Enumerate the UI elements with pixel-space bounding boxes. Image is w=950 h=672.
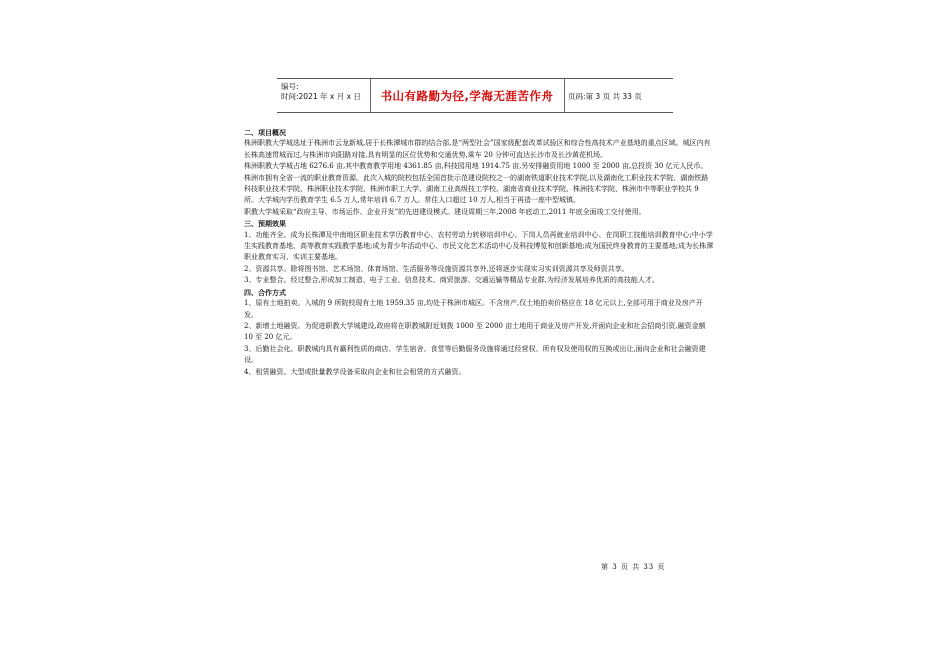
paragraph: 1、功能齐全。成为长株潭及中南地区职业技术学历教育中心、农村劳动力转移培训中心、下岗人员再就业培训中心、在岗职工技能培训教育中心;中小学生实践教育基地、高等教育实践教学基地;成为青少年活动中心、市民文化艺术活动中心及科技博览和创新基地;成为国民终身教育的主要基地;成为长株潭职业教育实习、实训主要基地。 — [244, 230, 714, 262]
paragraph: 3、后勤社会化。职教城内具有赢利性质的商店、学生宿舍、食堂等后勤服务设施将通过经营权、所有权及使用权的互换或出让,面向企业和社会融资建设。 — [244, 344, 706, 365]
header-divider — [370, 79, 371, 112]
paragraph: 2、资源共享。除将图书馆、艺术场馆、体育场馆、生活服务等设施资源共享外,还将逐步实现实习实训资源共享及师资共享。 — [244, 264, 629, 273]
section-title: 二、项目概况 — [244, 128, 286, 137]
page-header — [277, 78, 673, 113]
header-page-label: 页码:第 3 页 共 33 页 — [568, 92, 642, 101]
paragraph: 职教大学城采取“政府主导、市场运作、企业开发”的先进建设模式。建设周期三年,2008 年底动工,2011 年底全面竣工交付使用。 — [244, 207, 646, 216]
page-footer: 第 3 页 共 33 页 — [601, 563, 666, 571]
paragraph: 4、租赁融资。大型或批量教学设备采取向企业和社会租赁的方式融资。 — [244, 367, 466, 376]
paragraph: 2、新增土地融资。为促进职教大学城建设,政府将在职教城附近划拨 1000 至 2000 亩土地用于商业及房产开发,并面向企业和社会招商引资,融资金额 10 至 20 亿元。 — [244, 321, 706, 342]
header-meta — [281, 82, 361, 102]
paragraph: 株洲职教大学城占地 6276.6 亩,其中教育教学用地 4361.85 亩,科技园用地 1914.75 亩,另安排融资用地 1000 至 2000 亩,总投资 30 亿元人民币。 — [244, 162, 708, 171]
header-motto: 书山有路勤为径,学海无涯苦作舟 — [380, 89, 554, 103]
paragraph: 株洲市拥有全省一流的职业教育资源。此次入城的院校包括全国首批示范建设院校之一的湖南铁道职业技术学院,以及湖南化工职业技术学院、湖南铁路科技职业技术学院、株洲职业技术学院、株洲市职工大学、湖南工业高级技工学校、湖南省商业技术学院、株洲技术学院、株洲市中等职业学校共 9 所。大学城内学历教育学生 6.5 万人,常年培训 6.7 万人。常住人口超过 10 万人,相当于再造一座中型城镇。 — [244, 173, 709, 205]
section-title: 三、预期效果 — [244, 219, 286, 229]
paragraph: 株洲职教大学城选址于株洲市云龙新城,居于长株潭城市群的结合部,是“两型社会”国家级配套改革试验区和综合性高技术产业基地的重点区域。城区内有长株高速贯城而过,与株洲市向阳路对接,具有明显的区位优势和交通优势,乘车 20 分钟可直达长沙市及长沙黄花机场。 — [244, 139, 711, 159]
paragraph: 3、专业整合。经过整合,形成加工制造、电子工业、信息技术、商贸旅游、交通运输等精品专业群,为经济发展培养优质的高技能人才。 — [244, 276, 659, 285]
code-label: 编号: — [281, 82, 299, 91]
paragraph: 1、原有土地拍卖。入城的 9 所院校现有土地 1959.35 亩,均处于株洲市城区。不含房产,仅土地拍卖价格应在 18 亿元以上,全部可用于商业及房产开发。 — [244, 299, 703, 319]
section-title: 四、合作方式 — [244, 287, 286, 297]
header-divider — [564, 79, 565, 112]
time-label: 时间:2021 年 x 月 x 日 — [281, 92, 361, 101]
document-body — [244, 127, 714, 378]
